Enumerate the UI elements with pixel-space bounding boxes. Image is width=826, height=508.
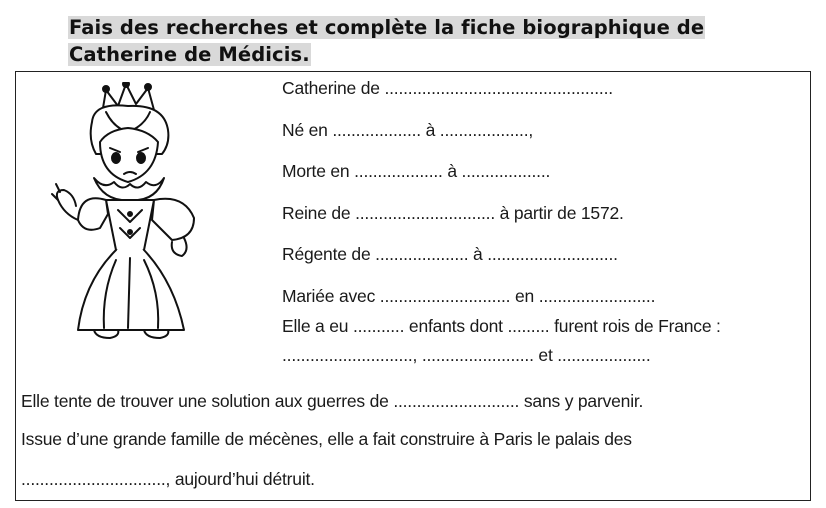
field-palais: ..............................., aujourd’hui détruit.: [21, 469, 315, 489]
instruction-title: [68, 14, 705, 68]
field-morte-en: Morte en ................... à ...................: [282, 161, 551, 181]
field-rois: ............................, ........................ et ....................: [282, 345, 651, 365]
field-mecenes: Issue d’une grande famille de mécènes, elle a fait construire à Paris le palais des: [21, 429, 632, 449]
field-guerres: Elle tente de trouver une solution aux guerres de ........................... sans y parvenir.: [21, 391, 644, 411]
instruction-line-2: Catherine de Médicis.: [69, 43, 310, 66]
instruction-line-1: Fais des recherches et complète la fiche biographique de: [69, 16, 705, 39]
queen-illustration: [44, 82, 234, 340]
field-enfants: Elle a eu ........... enfants dont ......... furent rois de France :: [282, 316, 721, 336]
field-mariee-avec: Mariée avec ............................ en .........................: [282, 286, 656, 306]
field-regente-de: Régente de .................... à ............................: [282, 244, 618, 264]
field-catherine-de: Catherine de .................................................: [282, 78, 613, 98]
field-reine-de: Reine de .............................. à partir de 1572.: [282, 203, 624, 223]
field-ne-en: Né en ................... à ...................,: [282, 120, 534, 140]
